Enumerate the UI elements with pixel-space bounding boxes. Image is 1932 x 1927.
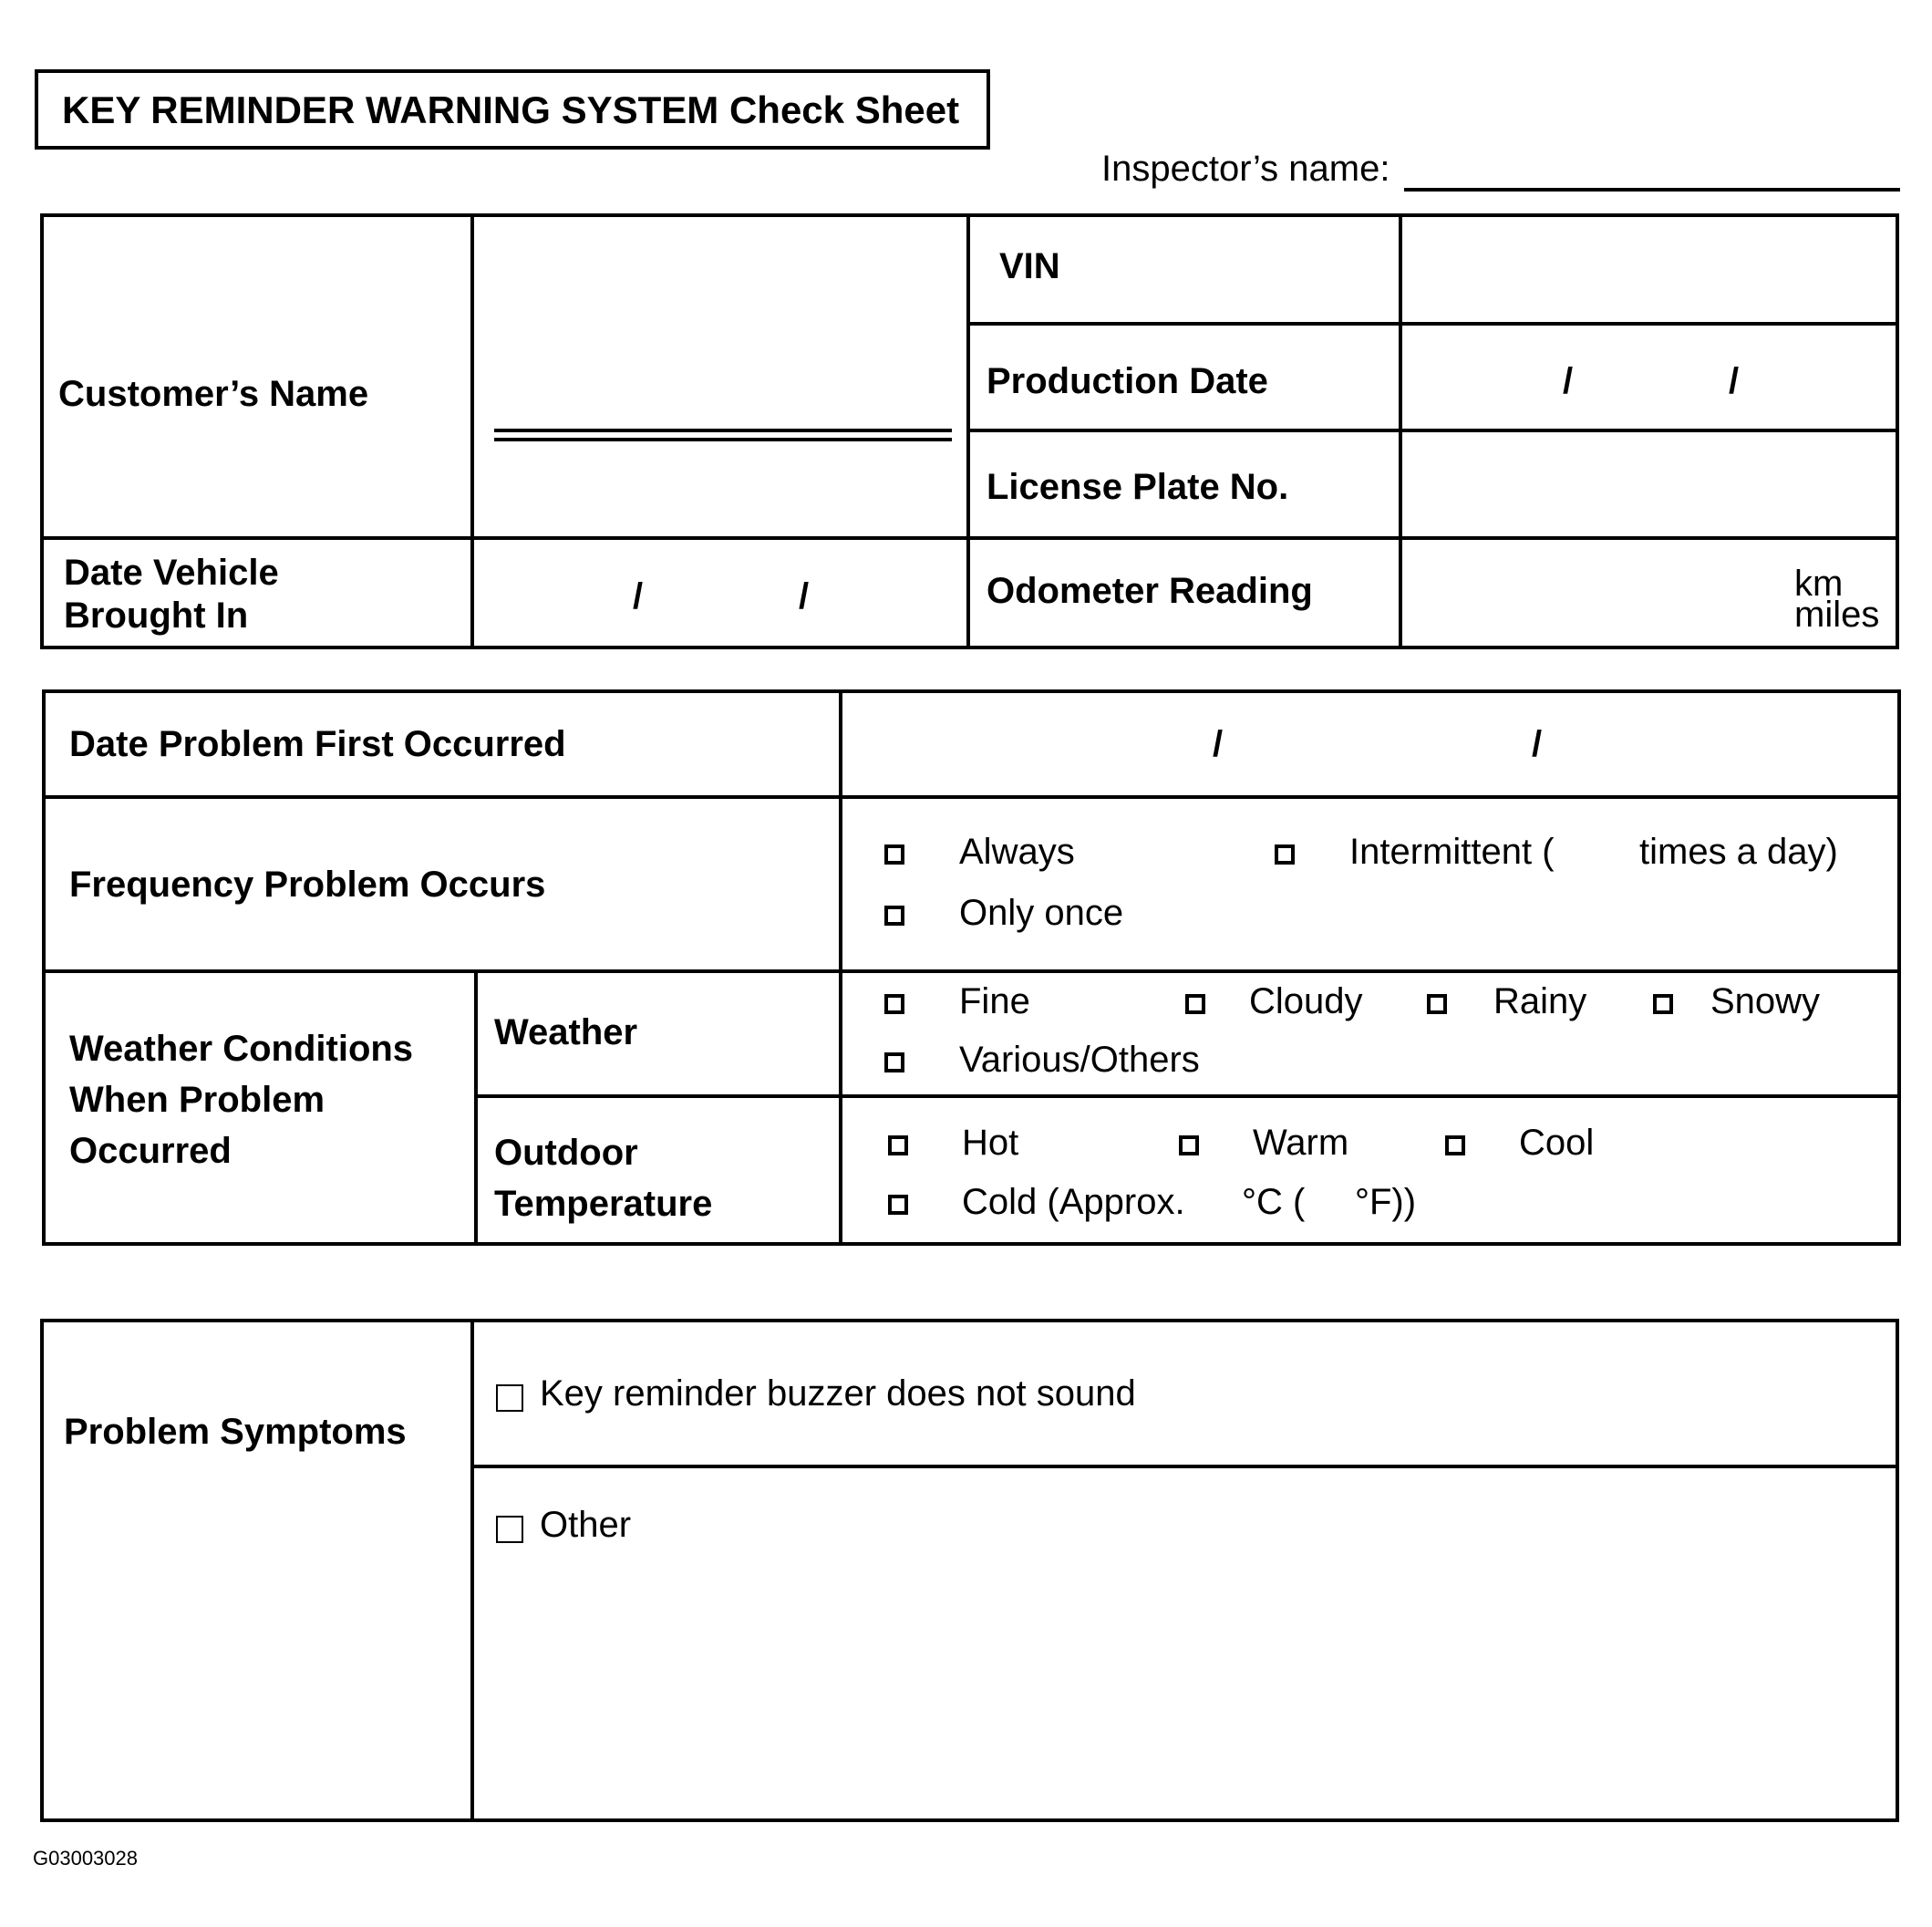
snowy-checkbox[interactable] xyxy=(1653,994,1673,1014)
other-checkbox[interactable] xyxy=(496,1516,523,1543)
outdoor-temperature-label: Outdoor xyxy=(494,1133,638,1173)
date-brought-in-label: Brought In xyxy=(64,596,249,636)
inspector-name-label: Inspector’s name: xyxy=(1101,149,1390,189)
always-checkbox[interactable] xyxy=(884,844,904,865)
odometer-label: Odometer Reading xyxy=(987,571,1313,611)
hot-checkbox[interactable] xyxy=(888,1135,908,1155)
only-once-option-label: Only once xyxy=(959,893,1124,933)
weather-label: Weather xyxy=(494,1012,638,1052)
cold-option-label: Cold (Approx. xyxy=(962,1182,1185,1222)
vin-label: VIN xyxy=(999,246,1060,286)
frequency-label: Frequency Problem Occurs xyxy=(69,865,546,905)
fine-option-label: Fine xyxy=(959,981,1030,1021)
other-option-label: Other xyxy=(540,1505,632,1545)
production-date-separator: / xyxy=(1729,361,1740,401)
date-first-occurred-label: Date Problem First Occurred xyxy=(69,724,566,764)
warm-option-label: Warm xyxy=(1253,1123,1349,1163)
odometer-unit-km: km xyxy=(1794,564,1844,604)
problem-symptoms-label: Problem Symptoms xyxy=(64,1412,407,1452)
weather-conditions-label: Weather Conditions xyxy=(69,1029,414,1069)
customer-name-field[interactable] xyxy=(494,429,952,432)
weather-conditions-label: When Problem xyxy=(69,1080,325,1120)
license-plate-label: License Plate No. xyxy=(987,467,1289,507)
outdoor-temperature-label: Temperature xyxy=(494,1184,713,1224)
figure-code: G03003028 xyxy=(33,1847,138,1870)
customer-name-label: Customer’s Name xyxy=(58,374,369,414)
intermittent-option-label: Intermittent ( xyxy=(1349,832,1555,872)
cool-option-label: Cool xyxy=(1519,1123,1595,1163)
cloudy-option-label: Cloudy xyxy=(1249,981,1363,1021)
date-brought-in-label: Date Vehicle xyxy=(64,553,279,593)
snowy-option-label: Snowy xyxy=(1710,981,1821,1021)
rainy-checkbox[interactable] xyxy=(1427,994,1447,1014)
date-brought-in-separator: / xyxy=(633,576,644,616)
inspector-name-field[interactable] xyxy=(1404,188,1900,192)
date-brought-in-separator: / xyxy=(799,576,810,616)
cold-celsius-label: °C ( xyxy=(1242,1182,1306,1222)
buzzer-option-label: Key reminder buzzer does not sound xyxy=(540,1373,1136,1414)
cloudy-checkbox[interactable] xyxy=(1185,994,1205,1014)
buzzer-checkbox[interactable] xyxy=(496,1384,523,1412)
vin-field[interactable] xyxy=(1404,219,1893,319)
odometer-unit-miles: miles xyxy=(1794,595,1880,635)
date-first-occurred-separator: / xyxy=(1213,724,1224,764)
always-option-label: Always xyxy=(959,832,1075,872)
fine-checkbox[interactable] xyxy=(884,994,904,1014)
intermittent-times-label: times a day) xyxy=(1639,832,1838,872)
cold-fahrenheit-label: °F)) xyxy=(1355,1182,1417,1222)
hot-option-label: Hot xyxy=(962,1123,1019,1163)
cold-checkbox[interactable] xyxy=(888,1195,908,1215)
date-first-occurred-separator: / xyxy=(1532,724,1543,764)
intermittent-checkbox[interactable] xyxy=(1275,844,1295,865)
production-date-separator: / xyxy=(1563,361,1574,401)
various-option-label: Various/Others xyxy=(959,1040,1200,1080)
warm-checkbox[interactable] xyxy=(1179,1135,1199,1155)
cool-checkbox[interactable] xyxy=(1445,1135,1465,1155)
only-once-checkbox[interactable] xyxy=(884,906,904,926)
rainy-option-label: Rainy xyxy=(1493,981,1587,1021)
page-title: KEY REMINDER WARNING SYSTEM Check Sheet xyxy=(62,88,960,131)
weather-conditions-label: Occurred xyxy=(69,1131,232,1171)
various-checkbox[interactable] xyxy=(884,1052,904,1072)
license-plate-field[interactable] xyxy=(1404,434,1893,534)
production-date-label: Production Date xyxy=(987,361,1268,401)
